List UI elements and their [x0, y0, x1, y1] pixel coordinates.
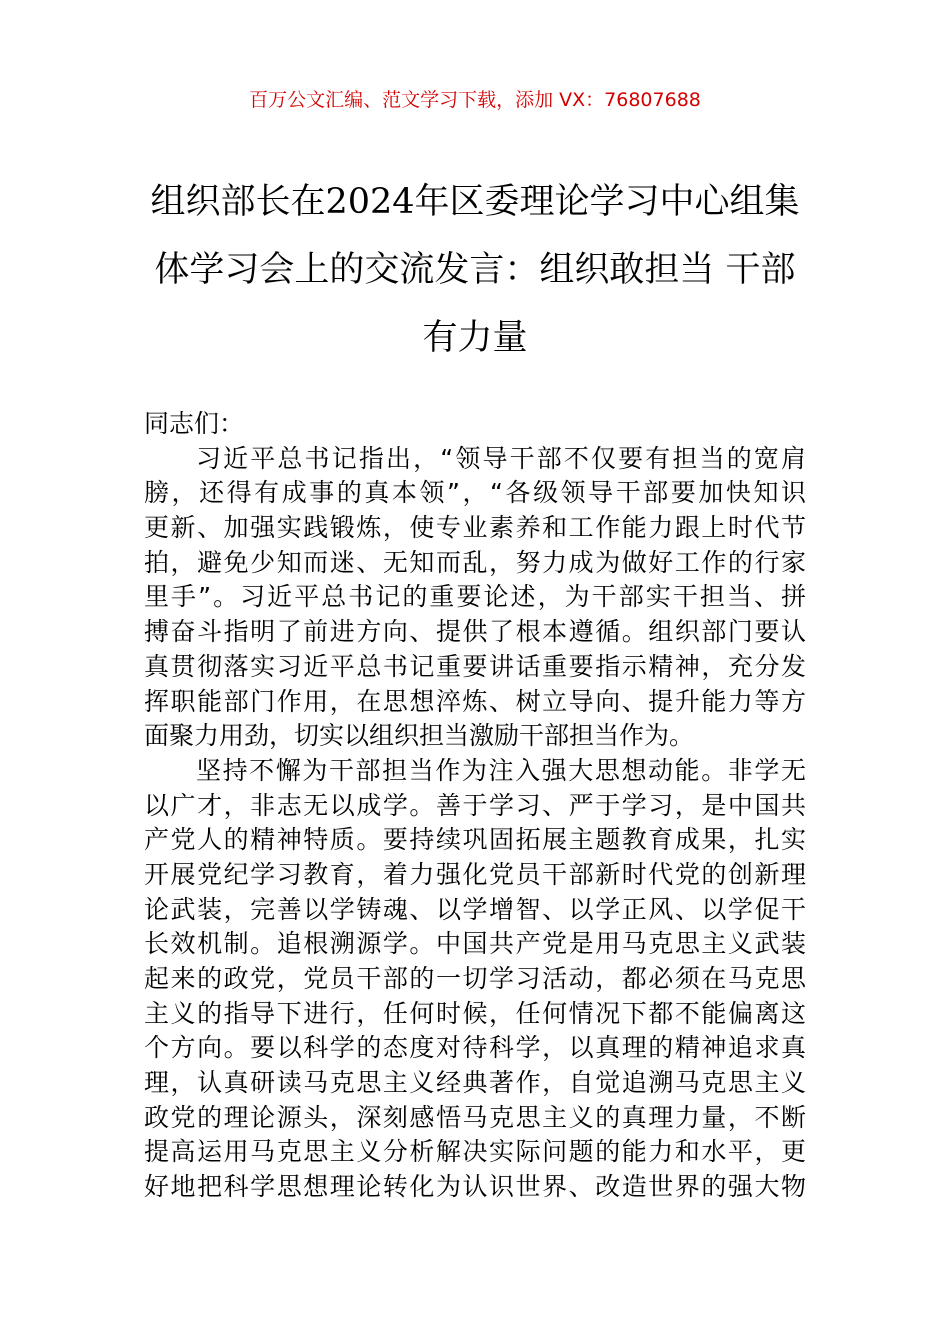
paragraph — [144, 442, 806, 754]
title-line: 有力量 — [422, 318, 528, 358]
title-line: 组织部长在2024年区委理论学习中心组集 — [150, 182, 800, 222]
paragraph-line: 习近平总书记指出，“领导干部不仅要有担当的宽肩 — [196, 443, 806, 473]
paragraph-line: 提高运用马克思主义分析解决实际问题的能力和水平，更 — [144, 1137, 806, 1167]
paragraph-line: 政党的理论源头，深刻感悟马克思主义的真理力量，不断 — [144, 1102, 806, 1132]
paragraph-line: 以广才，非志无以成学。善于学习、严于学习，是中国共 — [144, 790, 806, 820]
paragraph-line: 更新、加强实践锻炼，使专业素养和工作能力跟上时代节 — [144, 513, 806, 543]
paragraph-line: 膀，还得有成事的真本领”，“各级领导干部要加快知识 — [144, 478, 806, 508]
paragraph-line: 长效机制。追根溯源学。中国共产党是用马克思主义武装 — [144, 929, 806, 959]
watermark-header: 百万公文汇编、范文学习下载，添加 VX：76807688 — [249, 89, 701, 111]
greeting: 同志们： — [144, 409, 245, 438]
document-body — [144, 407, 806, 1205]
paragraph — [144, 754, 806, 1205]
title-line: 体学习会上的交流发言：组织敢担当 干部 — [154, 250, 796, 290]
paragraph-line: 搏奋斗指明了前进方向、提供了根本遵循。组织部门要认 — [144, 617, 806, 647]
paragraph-line: 里手”。习近平总书记的重要论述，为干部实干担当、拼 — [144, 582, 806, 612]
paragraph-line: 个方向。要以科学的态度对待科学，以真理的精神追求真 — [144, 1033, 806, 1063]
paragraph-line: 主义的指导下进行，任何时候，任何情况下都不能偏离这 — [144, 998, 806, 1028]
paragraph-line: 坚持不懈为干部担当作为注入强大思想动能。非学无 — [196, 755, 806, 785]
paragraph-line: 起来的政党，党员干部的一切学习活动，都必须在马克思 — [144, 964, 806, 993]
paragraph-line: 拍，避免少知而迷、无知而乱，努力成为做好工作的行家 — [144, 547, 806, 577]
paragraph-line: 好地把科学思想理论转化为认识世界、改造世界的强大物 — [144, 1172, 806, 1202]
paragraph-line: 面聚力用劲，切实以组织担当激励干部担当作为。 — [144, 721, 695, 751]
paragraph-line: 开展党纪学习教育，着力强化党员干部新时代党的创新理 — [144, 859, 806, 889]
paragraph-line: 挥职能部门作用，在思想淬炼、树立导向、提升能力等方 — [144, 686, 806, 716]
document-title — [140, 168, 810, 372]
paragraph-line: 论武装，完善以学铸魂、以学增智、以学正风、以学促干 — [144, 894, 806, 924]
paragraph-line: 真贯彻落实习近平总书记重要讲话重要指示精神，充分发 — [144, 651, 806, 681]
paragraph-line: 产党人的精神特质。要持续巩固拓展主题教育成果，扎实 — [144, 825, 806, 855]
paragraph-line: 理，认真研读马克思主义经典著作，自觉追溯马克思主义 — [144, 1068, 806, 1098]
